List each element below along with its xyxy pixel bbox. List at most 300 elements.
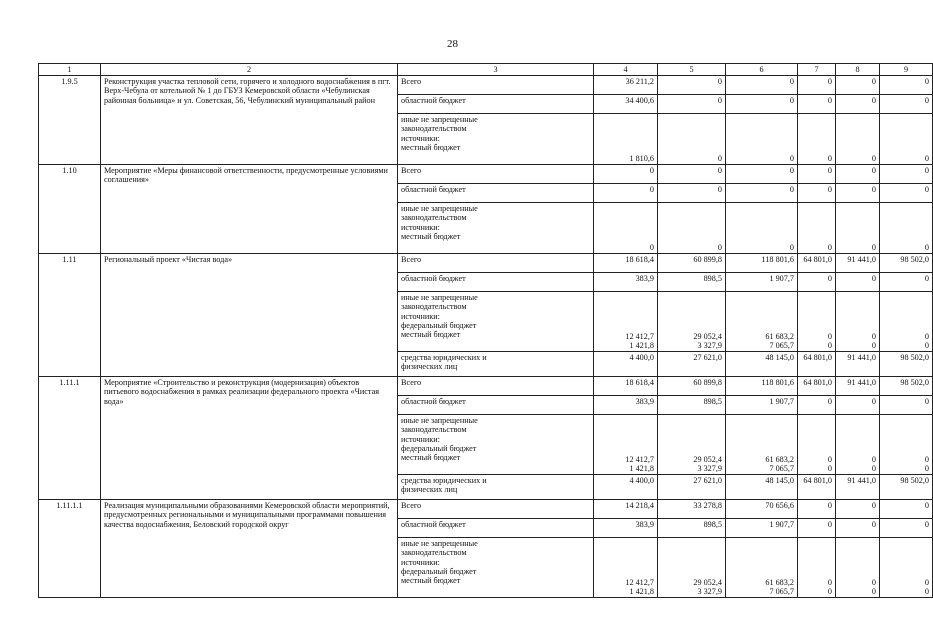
amount-cell bbox=[836, 352, 880, 377]
funding-source bbox=[398, 415, 594, 475]
amount-cell bbox=[726, 292, 798, 352]
amount-cell bbox=[658, 475, 726, 500]
amount-value: 1 907,7 bbox=[769, 397, 794, 407]
amount-value: 0 bbox=[924, 397, 929, 407]
amount-cell bbox=[726, 95, 798, 114]
row-name: Мероприятие «Строительство и реконструкция (модернизация) объектов питьевого водоснабжения в рамках реализации федерального проекта «Чистая вода» bbox=[101, 377, 398, 500]
amount-value: 0 bbox=[649, 166, 654, 176]
amount-cell bbox=[798, 165, 836, 184]
funding-source bbox=[398, 203, 594, 254]
amount-value: 1 907,7 bbox=[769, 520, 794, 530]
amount-cell bbox=[594, 254, 658, 273]
amount-value: 64 801,0 bbox=[803, 476, 832, 486]
amount-cell bbox=[798, 95, 836, 114]
amount-value: 98 502,0 bbox=[900, 255, 929, 265]
amount-cell bbox=[836, 165, 880, 184]
funding-source-line: областной бюджет bbox=[401, 185, 466, 195]
amount-cell bbox=[880, 203, 933, 254]
amount-cell bbox=[594, 519, 658, 538]
amount-value: 91 441,0 bbox=[847, 476, 876, 486]
amount-cell bbox=[658, 415, 726, 475]
amount-cell bbox=[880, 273, 933, 292]
amount-cell bbox=[658, 519, 726, 538]
amount-cell bbox=[594, 165, 658, 184]
amount-value: 98 502,0 bbox=[900, 378, 929, 388]
amount-value: 0 bbox=[924, 154, 929, 163]
amount-value: 0 bbox=[827, 77, 832, 87]
amount-cell bbox=[726, 415, 798, 475]
amount-cell bbox=[658, 114, 726, 165]
row-name: Региональный проект «Чистая вода» bbox=[101, 254, 398, 377]
amount-cell bbox=[658, 95, 726, 114]
amount-value: 0 bbox=[871, 464, 876, 473]
amount-value: 0 bbox=[924, 243, 929, 252]
funding-source-line: средства юридических и bbox=[401, 353, 487, 363]
amount-value: 0 bbox=[649, 185, 654, 195]
amount-cell bbox=[726, 114, 798, 165]
amount-cell bbox=[798, 254, 836, 273]
amount-value: 91 441,0 bbox=[847, 255, 876, 265]
amount-value: 91 441,0 bbox=[847, 353, 876, 363]
amount-value: 0 bbox=[871, 520, 876, 530]
amount-cell bbox=[726, 352, 798, 377]
amount-value: 0 bbox=[717, 154, 722, 163]
amount-value: 0 bbox=[827, 243, 832, 252]
amount-cell bbox=[798, 538, 836, 598]
amount-value: 27 621,0 bbox=[693, 476, 722, 486]
amount-cell bbox=[836, 415, 880, 475]
amount-cell bbox=[726, 538, 798, 598]
amount-cell bbox=[836, 114, 880, 165]
row-name: Реализация муниципальными образованиями Кемеровской области мероприятий, предусмотренных региональными и муниципальными программами повышения качества водоснабжения, Беловский городской округ bbox=[101, 500, 398, 598]
amount-value: 0 bbox=[924, 577, 929, 587]
amount-value: 1 421,8 bbox=[629, 464, 654, 473]
funding-source-line: физических лиц bbox=[401, 485, 458, 495]
amount-value: 0 bbox=[827, 274, 832, 284]
amount-cell bbox=[836, 273, 880, 292]
amount-cell bbox=[726, 254, 798, 273]
amount-value: 36 211,2 bbox=[625, 77, 654, 87]
row-name: Реконструкция участка тепловой сети, горячего и холодного водоснабжения в пгт. Верх-Чебула от котельной № 1 до ГБУЗ Кемеровской области «Чебулинская районная больница» и ул. Советская, 56, Чебулинский муниципальный район bbox=[101, 76, 398, 165]
funding-source-line: областной бюджет bbox=[401, 520, 466, 530]
amount-value: 0 bbox=[924, 77, 929, 87]
amount-value: 0 bbox=[827, 577, 832, 587]
amount-value: 0 bbox=[827, 341, 832, 350]
amount-value: 0 bbox=[827, 587, 832, 596]
funding-source-line: Всего bbox=[401, 166, 422, 176]
amount-value: 0 bbox=[871, 577, 876, 587]
funding-source-line: местный бюджет bbox=[401, 231, 461, 241]
amount-cell bbox=[836, 519, 880, 538]
amount-value: 0 bbox=[871, 154, 876, 163]
amount-value: 0 bbox=[717, 185, 722, 195]
amount-value: 0 bbox=[717, 243, 722, 252]
row-code: 1.10 bbox=[39, 165, 101, 254]
funding-source-line: иные не запрещенные bbox=[401, 115, 478, 125]
amount-cell bbox=[798, 273, 836, 292]
amount-cell bbox=[726, 519, 798, 538]
amount-value: 0 bbox=[924, 520, 929, 530]
table-row bbox=[39, 377, 933, 396]
funding-source-line: законодательством bbox=[401, 213, 467, 223]
amount-value: 118 801,6 bbox=[761, 255, 794, 265]
amount-value: 0 bbox=[871, 501, 876, 511]
amount-value: 0 bbox=[924, 587, 929, 596]
funding-source-line: местный бюджет bbox=[401, 576, 461, 586]
funding-source bbox=[398, 184, 594, 203]
row-code: 1.11.1.1 bbox=[39, 500, 101, 598]
amount-value: 70 656,6 bbox=[765, 501, 794, 511]
amount-value: 0 bbox=[827, 454, 832, 464]
amount-value: 0 bbox=[827, 520, 832, 530]
column-number: 2 bbox=[101, 64, 398, 76]
column-number-row bbox=[39, 64, 933, 76]
row-code: 1.9.5 bbox=[39, 76, 101, 165]
amount-value: 1 810,6 bbox=[629, 154, 654, 163]
amount-cell bbox=[726, 396, 798, 415]
amount-cell bbox=[726, 203, 798, 254]
amount-value: 0 bbox=[924, 501, 929, 511]
column-number: 6 bbox=[726, 64, 798, 76]
funding-source bbox=[398, 254, 594, 273]
amount-value: 0 bbox=[924, 464, 929, 473]
amount-cell bbox=[798, 203, 836, 254]
amount-cell bbox=[726, 377, 798, 396]
funding-source-line: средства юридических и bbox=[401, 476, 487, 486]
amount-cell bbox=[836, 95, 880, 114]
amount-cell bbox=[658, 396, 726, 415]
amount-value: 0 bbox=[649, 243, 654, 252]
funding-source-line: местный бюджет bbox=[401, 453, 461, 463]
amount-cell bbox=[658, 76, 726, 95]
amount-value: 118 801,6 bbox=[761, 378, 794, 388]
amount-value: 1 421,8 bbox=[629, 587, 654, 596]
funding-source-line: федеральный бюджет bbox=[401, 443, 477, 453]
funding-source bbox=[398, 519, 594, 538]
amount-cell bbox=[594, 415, 658, 475]
funding-source bbox=[398, 352, 594, 377]
funding-source-line: физических лиц bbox=[401, 362, 458, 372]
amount-value: 0 bbox=[827, 464, 832, 473]
amount-cell bbox=[658, 538, 726, 598]
budget-table bbox=[38, 63, 933, 598]
amount-value: 48 145,0 bbox=[765, 353, 794, 363]
amount-cell bbox=[798, 292, 836, 352]
amount-value: 29 052,4 bbox=[693, 577, 722, 587]
funding-source-line: областной бюджет bbox=[401, 96, 466, 106]
column-number: 8 bbox=[836, 64, 880, 76]
funding-source bbox=[398, 475, 594, 500]
amount-cell bbox=[880, 519, 933, 538]
amount-cell bbox=[798, 500, 836, 519]
column-number: 4 bbox=[594, 64, 658, 76]
amount-value: 29 052,4 bbox=[693, 454, 722, 464]
amount-value: 0 bbox=[827, 185, 832, 195]
amount-value: 898,5 bbox=[703, 520, 722, 530]
amount-cell bbox=[658, 292, 726, 352]
funding-source-line: иные не запрещенные bbox=[401, 204, 478, 214]
funding-source-line: местный бюджет bbox=[401, 142, 461, 152]
amount-value: 0 bbox=[871, 454, 876, 464]
funding-source-line: источники: bbox=[401, 222, 440, 232]
amount-cell bbox=[594, 76, 658, 95]
amount-cell bbox=[594, 114, 658, 165]
amount-cell bbox=[798, 377, 836, 396]
amount-value: 61 683,2 bbox=[765, 577, 794, 587]
amount-cell bbox=[798, 184, 836, 203]
amount-cell bbox=[836, 475, 880, 500]
funding-source-line: местный бюджет bbox=[401, 330, 461, 340]
amount-value: 0 bbox=[871, 331, 876, 341]
amount-cell bbox=[594, 377, 658, 396]
amount-cell bbox=[836, 254, 880, 273]
funding-source-line: областной бюджет bbox=[401, 397, 466, 407]
funding-source-line: источники: bbox=[401, 557, 440, 567]
amount-value: 91 441,0 bbox=[847, 378, 876, 388]
amount-cell bbox=[726, 184, 798, 203]
amount-cell bbox=[880, 500, 933, 519]
amount-cell bbox=[880, 377, 933, 396]
amount-cell bbox=[880, 292, 933, 352]
amount-value: 383,9 bbox=[635, 274, 654, 284]
amount-value: 0 bbox=[924, 166, 929, 176]
amount-value: 0 bbox=[789, 166, 794, 176]
amount-cell bbox=[658, 377, 726, 396]
amount-value: 0 bbox=[789, 77, 794, 87]
amount-value: 64 801,0 bbox=[803, 378, 832, 388]
funding-source bbox=[398, 76, 594, 95]
amount-value: 0 bbox=[789, 154, 794, 163]
amount-value: 4 400,0 bbox=[629, 476, 654, 486]
funding-source-line: Всего bbox=[401, 378, 422, 388]
amount-value: 64 801,0 bbox=[803, 353, 832, 363]
amount-value: 7 065,7 bbox=[769, 587, 794, 596]
amount-value: 12 412,7 bbox=[625, 331, 654, 341]
amount-value: 29 052,4 bbox=[693, 331, 722, 341]
funding-source-line: федеральный бюджет bbox=[401, 566, 477, 576]
amount-value: 0 bbox=[827, 154, 832, 163]
amount-value: 7 065,7 bbox=[769, 341, 794, 350]
amount-cell bbox=[594, 475, 658, 500]
funding-source-line: источники: bbox=[401, 133, 440, 143]
amount-value: 7 065,7 bbox=[769, 464, 794, 473]
amount-value: 3 327,9 bbox=[697, 587, 722, 596]
column-number: 5 bbox=[658, 64, 726, 76]
table-row bbox=[39, 76, 933, 95]
amount-cell bbox=[880, 165, 933, 184]
amount-cell bbox=[594, 292, 658, 352]
funding-source-line: областной бюджет bbox=[401, 274, 466, 284]
amount-cell bbox=[880, 114, 933, 165]
funding-source-line: источники: bbox=[401, 311, 440, 321]
amount-value: 898,5 bbox=[703, 274, 722, 284]
amount-cell bbox=[594, 273, 658, 292]
table-row bbox=[39, 500, 933, 519]
funding-source-line: иные не запрещенные bbox=[401, 416, 478, 426]
amount-cell bbox=[836, 76, 880, 95]
amount-cell bbox=[594, 352, 658, 377]
row-code: 1.11.1 bbox=[39, 377, 101, 500]
amount-cell bbox=[836, 292, 880, 352]
amount-value: 61 683,2 bbox=[765, 331, 794, 341]
column-number: 9 bbox=[880, 64, 933, 76]
amount-cell bbox=[880, 396, 933, 415]
amount-value: 0 bbox=[924, 274, 929, 284]
amount-cell bbox=[880, 184, 933, 203]
funding-source-line: законодательством bbox=[401, 302, 467, 312]
amount-value: 0 bbox=[717, 77, 722, 87]
amount-value: 12 412,7 bbox=[625, 454, 654, 464]
funding-source bbox=[398, 377, 594, 396]
amount-value: 0 bbox=[789, 185, 794, 195]
funding-source bbox=[398, 292, 594, 352]
amount-cell bbox=[798, 76, 836, 95]
amount-cell bbox=[880, 76, 933, 95]
column-number: 3 bbox=[398, 64, 594, 76]
amount-value: 0 bbox=[827, 501, 832, 511]
page-number: 28 bbox=[447, 38, 458, 50]
amount-value: 1 907,7 bbox=[769, 274, 794, 284]
amount-value: 0 bbox=[717, 166, 722, 176]
amount-value: 98 502,0 bbox=[900, 476, 929, 486]
amount-value: 0 bbox=[827, 96, 832, 106]
amount-cell bbox=[798, 415, 836, 475]
amount-value: 0 bbox=[871, 96, 876, 106]
amount-value: 18 618,4 bbox=[625, 378, 654, 388]
amount-value: 1 421,8 bbox=[629, 341, 654, 350]
amount-value: 0 bbox=[827, 331, 832, 341]
table-row bbox=[39, 254, 933, 273]
funding-source bbox=[398, 500, 594, 519]
funding-source bbox=[398, 538, 594, 598]
row-name: Мероприятие «Меры финансовой ответственности, предусмотренные условиями соглашения» bbox=[101, 165, 398, 254]
amount-value: 0 bbox=[871, 397, 876, 407]
funding-source-line: законодательством bbox=[401, 124, 467, 134]
amount-cell bbox=[798, 396, 836, 415]
amount-cell bbox=[836, 500, 880, 519]
amount-value: 0 bbox=[871, 274, 876, 284]
amount-cell bbox=[726, 165, 798, 184]
amount-cell bbox=[658, 273, 726, 292]
amount-value: 0 bbox=[789, 96, 794, 106]
funding-source bbox=[398, 273, 594, 292]
funding-source-line: законодательством bbox=[401, 425, 467, 435]
amount-cell bbox=[594, 500, 658, 519]
amount-value: 3 327,9 bbox=[697, 341, 722, 350]
amount-cell bbox=[836, 396, 880, 415]
amount-value: 60 899,8 bbox=[693, 378, 722, 388]
amount-value: 0 bbox=[871, 341, 876, 350]
amount-cell bbox=[836, 377, 880, 396]
amount-cell bbox=[594, 538, 658, 598]
amount-cell bbox=[798, 114, 836, 165]
funding-source-line: федеральный бюджет bbox=[401, 320, 477, 330]
amount-cell bbox=[594, 396, 658, 415]
amount-cell bbox=[836, 184, 880, 203]
amount-value: 0 bbox=[924, 341, 929, 350]
amount-value: 98 502,0 bbox=[900, 353, 929, 363]
amount-value: 0 bbox=[827, 397, 832, 407]
amount-value: 48 145,0 bbox=[765, 476, 794, 486]
amount-value: 4 400,0 bbox=[629, 353, 654, 363]
amount-value: 12 412,7 bbox=[625, 577, 654, 587]
table-body bbox=[39, 64, 933, 598]
funding-source bbox=[398, 95, 594, 114]
amount-cell bbox=[880, 254, 933, 273]
amount-cell bbox=[880, 95, 933, 114]
amount-value: 3 327,9 bbox=[697, 464, 722, 473]
amount-value: 0 bbox=[717, 96, 722, 106]
amount-cell bbox=[658, 352, 726, 377]
amount-value: 33 278,8 bbox=[693, 501, 722, 511]
amount-cell bbox=[880, 415, 933, 475]
amount-value: 64 801,0 bbox=[803, 255, 832, 265]
amount-value: 34 400,6 bbox=[625, 96, 654, 106]
amount-value: 383,9 bbox=[635, 520, 654, 530]
amount-cell bbox=[658, 500, 726, 519]
column-number: 1 bbox=[39, 64, 101, 76]
funding-source-line: Всего bbox=[401, 255, 422, 265]
row-code: 1.11 bbox=[39, 254, 101, 377]
funding-source-line: законодательством bbox=[401, 548, 467, 558]
amount-value: 0 bbox=[871, 243, 876, 252]
amount-value: 0 bbox=[871, 185, 876, 195]
amount-cell bbox=[836, 538, 880, 598]
amount-value: 14 218,4 bbox=[625, 501, 654, 511]
amount-value: 0 bbox=[924, 454, 929, 464]
amount-cell bbox=[594, 95, 658, 114]
amount-cell bbox=[594, 184, 658, 203]
amount-value: 27 621,0 bbox=[693, 353, 722, 363]
funding-source-line: иные не запрещенные bbox=[401, 539, 478, 549]
table-row bbox=[39, 165, 933, 184]
amount-value: 0 bbox=[871, 77, 876, 87]
amount-value: 383,9 bbox=[635, 397, 654, 407]
amount-value: 18 618,4 bbox=[625, 255, 654, 265]
amount-cell bbox=[594, 203, 658, 254]
funding-source bbox=[398, 165, 594, 184]
amount-cell bbox=[880, 352, 933, 377]
amount-cell bbox=[658, 165, 726, 184]
amount-cell bbox=[726, 475, 798, 500]
amount-value: 0 bbox=[871, 587, 876, 596]
amount-cell bbox=[726, 273, 798, 292]
amount-cell bbox=[798, 519, 836, 538]
amount-cell bbox=[798, 475, 836, 500]
amount-value: 61 683,2 bbox=[765, 454, 794, 464]
amount-cell bbox=[658, 203, 726, 254]
funding-source-line: Всего bbox=[401, 77, 422, 87]
amount-cell bbox=[726, 76, 798, 95]
funding-source bbox=[398, 396, 594, 415]
funding-source-line: источники: bbox=[401, 434, 440, 444]
column-number: 7 bbox=[798, 64, 836, 76]
amount-cell bbox=[880, 538, 933, 598]
amount-cell bbox=[836, 203, 880, 254]
amount-cell bbox=[658, 184, 726, 203]
amount-cell bbox=[798, 352, 836, 377]
amount-value: 0 bbox=[924, 185, 929, 195]
amount-cell bbox=[726, 500, 798, 519]
funding-source bbox=[398, 114, 594, 165]
amount-value: 0 bbox=[871, 166, 876, 176]
amount-value: 60 899,8 bbox=[693, 255, 722, 265]
amount-value: 898,5 bbox=[703, 397, 722, 407]
funding-source-line: Всего bbox=[401, 501, 422, 511]
amount-value: 0 bbox=[924, 331, 929, 341]
amount-value: 0 bbox=[789, 243, 794, 252]
funding-source-line: иные не запрещенные bbox=[401, 293, 478, 303]
